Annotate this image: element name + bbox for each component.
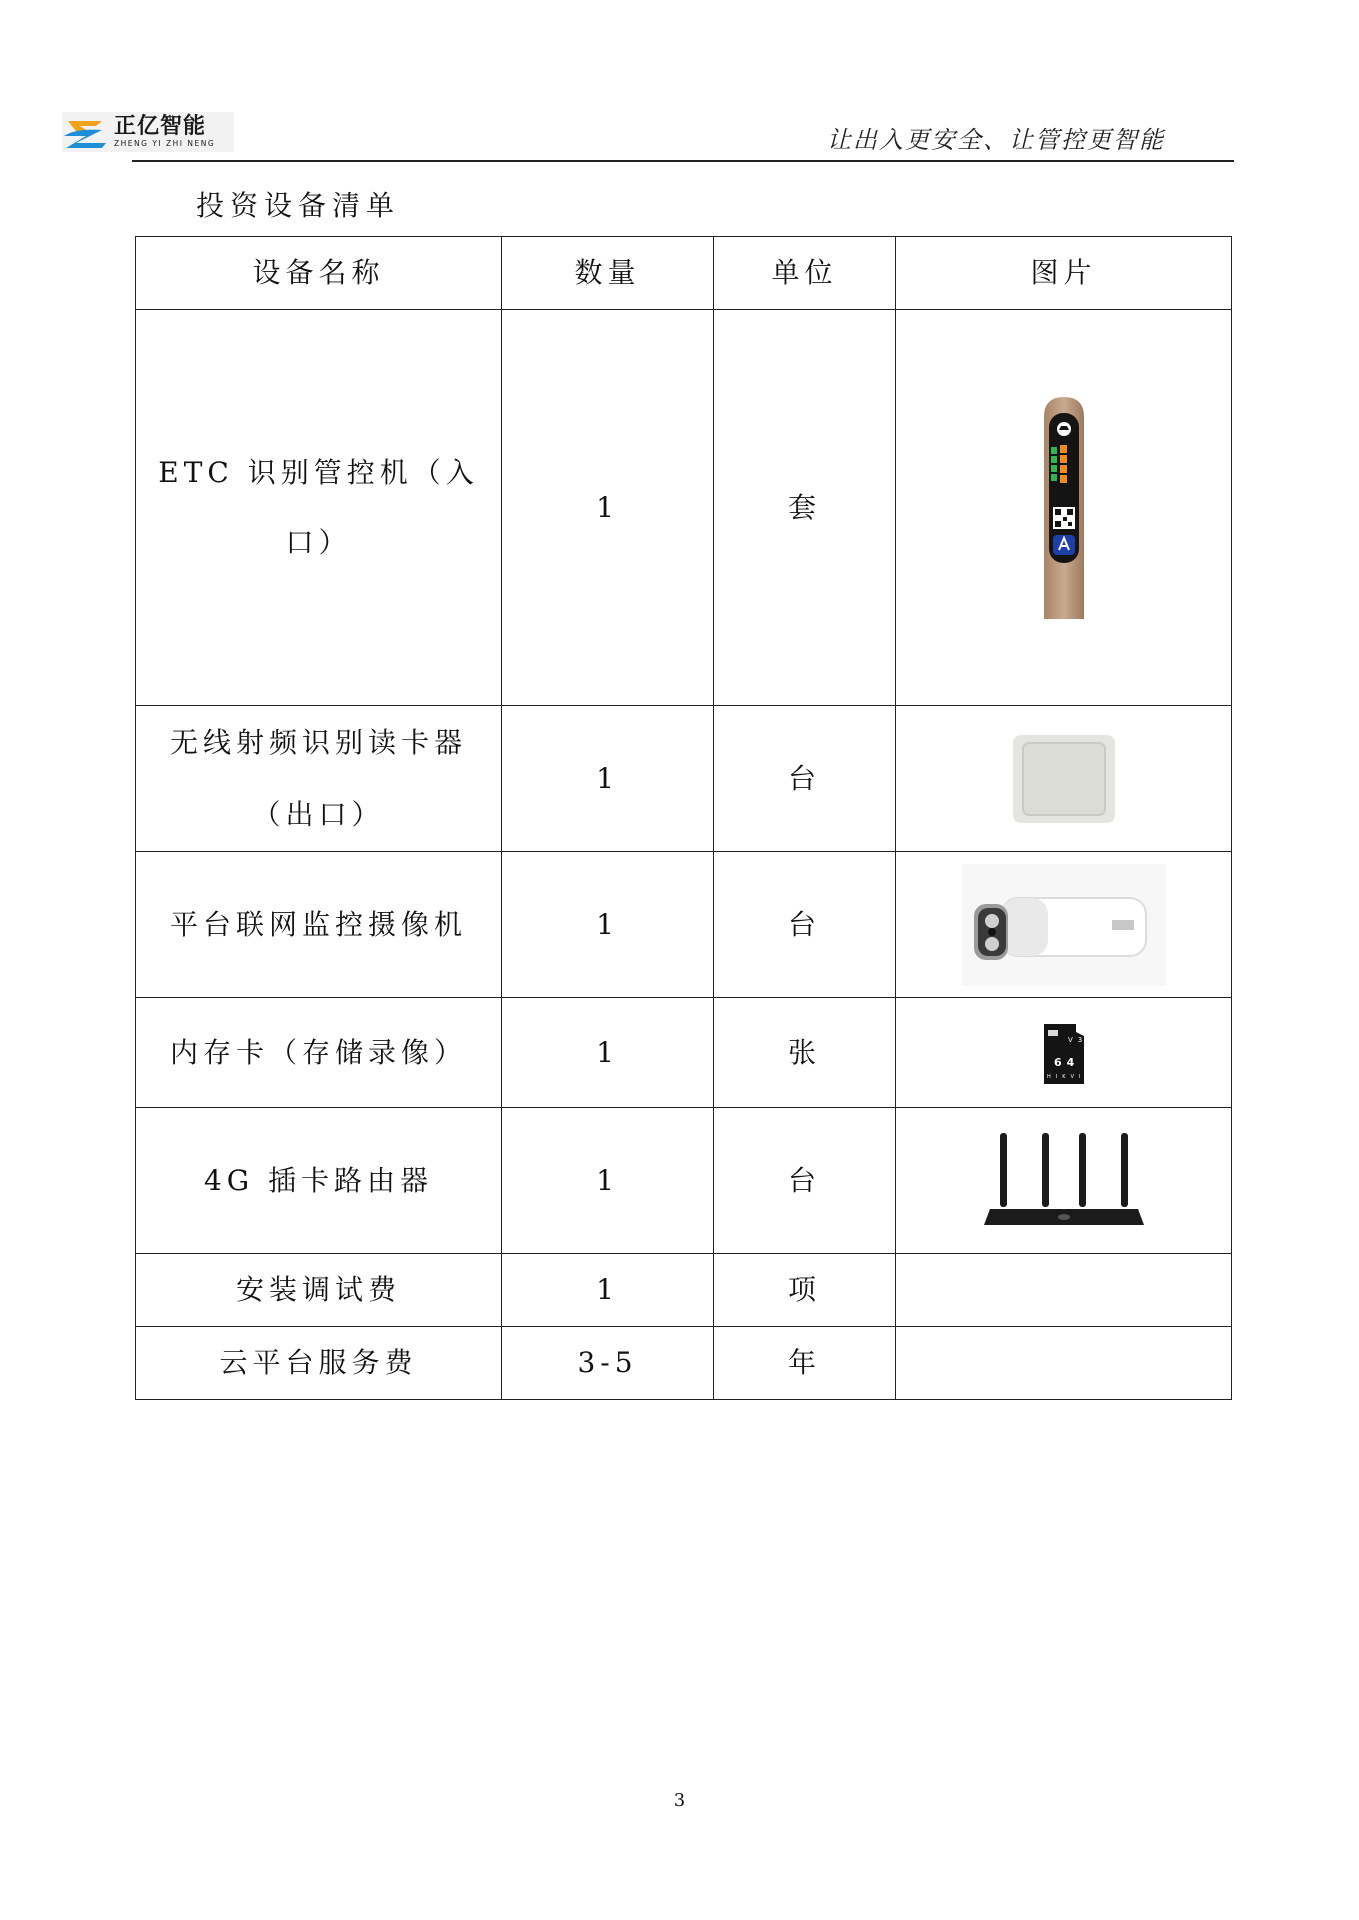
item-image-cell <box>896 998 1232 1108</box>
sd-capacity: 64 <box>1053 1055 1079 1069</box>
item-unit: 张 <box>714 998 896 1108</box>
item-qty: 1 <box>502 1254 714 1327</box>
item-image-cell <box>896 1254 1232 1327</box>
page-number: 3 <box>673 1790 686 1811</box>
bullet-camera-icon <box>962 864 1166 986</box>
etc-gate-post-icon <box>1039 395 1089 621</box>
table-row <box>136 1108 1232 1254</box>
item-image-cell <box>896 1327 1232 1400</box>
item-image-cell <box>896 706 1232 852</box>
item-unit: 台 <box>714 1108 896 1254</box>
item-name: 安装调试费 <box>136 1254 502 1327</box>
table-row <box>136 310 1232 706</box>
item-name-text: ETC 识别管控机（入口） <box>158 455 479 559</box>
sd-brand: HIKVISION <box>1046 1073 1118 1080</box>
column-header-name: 设备名称 <box>136 237 502 310</box>
item-qty: 1 <box>502 310 714 706</box>
item-qty: 1 <box>502 852 714 998</box>
equipment-table <box>135 236 1232 1400</box>
document-title: 投资设备清单 <box>196 189 401 222</box>
item-name-text: 无线射频识别读卡器（出口） <box>169 725 467 831</box>
table-row <box>136 1327 1232 1400</box>
microsd-card-icon <box>1040 1018 1118 1088</box>
company-logo <box>62 112 234 152</box>
column-header-image: 图片 <box>896 237 1232 310</box>
item-unit: 年 <box>714 1327 896 1400</box>
table-row <box>136 998 1232 1108</box>
item-image-cell <box>896 852 1232 998</box>
item-unit: 台 <box>714 706 896 852</box>
logo-text-cn: 正亿智能 <box>114 114 207 139</box>
rfid-reader-icon <box>1009 731 1119 827</box>
item-name: 4G 插卡路由器 <box>136 1108 502 1254</box>
logo-text-en: ZHENG YI ZHI NENG <box>114 139 216 148</box>
item-image-cell <box>896 1108 1232 1254</box>
item-qty: 3-5 <box>502 1327 714 1400</box>
table-row <box>136 852 1232 998</box>
header-divider <box>132 160 1234 162</box>
item-unit: 套 <box>714 310 896 706</box>
item-unit: 台 <box>714 852 896 998</box>
item-name: 内存卡（存储录像） <box>136 998 502 1108</box>
item-name <box>136 706 502 852</box>
item-qty: 1 <box>502 1108 714 1254</box>
item-name: 平台联网监控摄像机 <box>136 852 502 998</box>
item-image-cell <box>896 310 1232 706</box>
table-header-row <box>136 237 1232 310</box>
column-header-qty: 数量 <box>502 237 714 310</box>
column-header-unit: 单位 <box>714 237 896 310</box>
item-qty: 1 <box>502 706 714 852</box>
router-icon <box>982 1129 1146 1233</box>
table-row <box>136 1254 1232 1327</box>
item-unit: 项 <box>714 1254 896 1327</box>
table-row <box>136 706 1232 852</box>
header-slogan: 让出入更安全、让管控更智能 <box>827 126 1165 154</box>
logo-z-icon <box>62 112 112 152</box>
item-qty: 1 <box>502 998 714 1108</box>
sd-speed: V30 <box>1067 1035 1097 1044</box>
item-name: 云平台服务费 <box>136 1327 502 1400</box>
item-name <box>136 310 502 706</box>
